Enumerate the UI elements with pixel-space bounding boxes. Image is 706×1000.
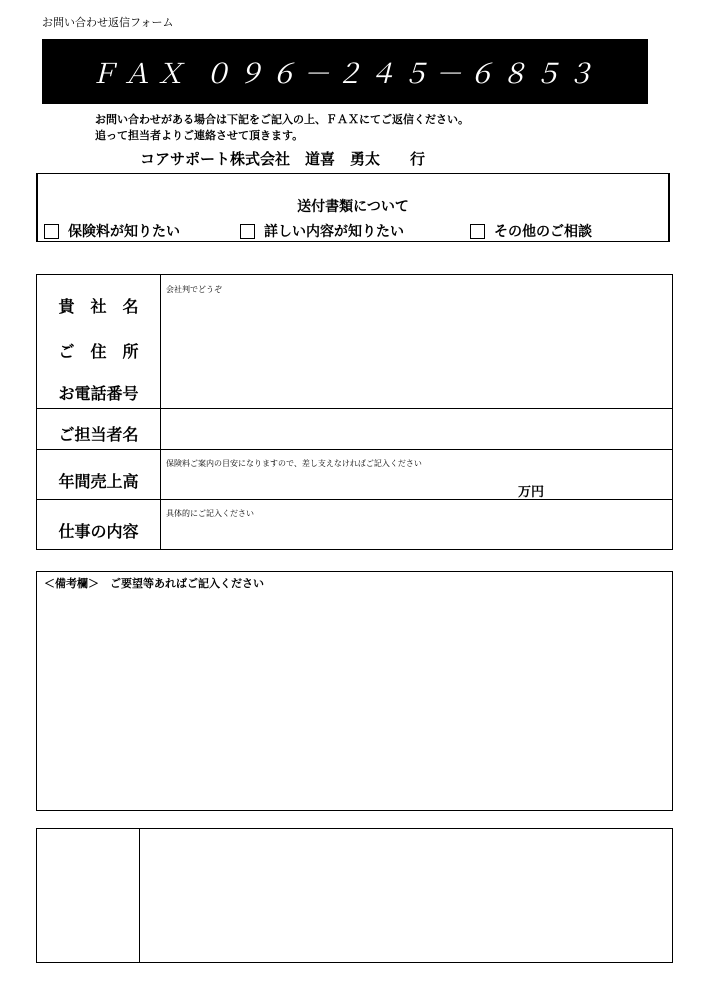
form-title: お問い合わせ返信フォーム [42, 16, 174, 29]
annual-sales-note: 保険料ご案内の目安になりますので、差し支えなければご記入ください [166, 459, 422, 468]
label-column-divider [160, 275, 161, 549]
remarks-label: ＜備考欄＞ ご要望等あればご記入ください [44, 577, 264, 590]
option-details-label: 詳しい内容が知りたい [264, 224, 404, 240]
info-table [36, 274, 673, 550]
bottom-box [36, 828, 673, 963]
instruction-line-2: 追って担当者よりご連絡させて頂きます。 [95, 129, 304, 142]
remarks-box[interactable] [36, 571, 673, 811]
business-description-note: 具体的にご記入ください [166, 509, 254, 518]
documents-heading: 送付書類について [297, 199, 409, 215]
phone-label: お電話番号 [58, 384, 139, 403]
company-name-label: 貴 社 名 [58, 297, 139, 316]
row-divider [37, 449, 672, 450]
fax-banner [42, 39, 648, 104]
checkbox-premium[interactable] [44, 224, 59, 239]
documents-section [36, 173, 670, 242]
option-details[interactable] [240, 221, 404, 241]
sales-unit: 万円 [518, 485, 545, 500]
address-label: ご 住 所 [58, 342, 139, 361]
option-other[interactable] [470, 221, 592, 241]
recipient: コアサポート株式会社 道喜 勇太 行 [140, 150, 426, 168]
fax-number: ＦＡＸ ０９６－２４５－６８５３ [90, 59, 600, 90]
row-divider [37, 408, 672, 409]
company-stamp-note: 会社判でどうぞ [166, 285, 222, 294]
option-premium-label: 保険料が知りたい [68, 224, 180, 240]
row-divider [37, 499, 672, 500]
instruction-line-1: お問い合わせがある場合は下記をご記入の上、ＦＡＸにてご返信ください。 [95, 113, 469, 126]
checkbox-details[interactable] [240, 224, 255, 239]
bottom-box-divider [139, 829, 140, 962]
business-description-label: 仕事の内容 [58, 522, 139, 541]
annual-sales-label: 年間売上高 [58, 472, 139, 491]
option-premium[interactable] [44, 221, 180, 241]
contact-person-label: ご担当者名 [58, 425, 139, 444]
option-other-label: その他のご相談 [494, 224, 592, 240]
checkbox-other[interactable] [470, 224, 485, 239]
